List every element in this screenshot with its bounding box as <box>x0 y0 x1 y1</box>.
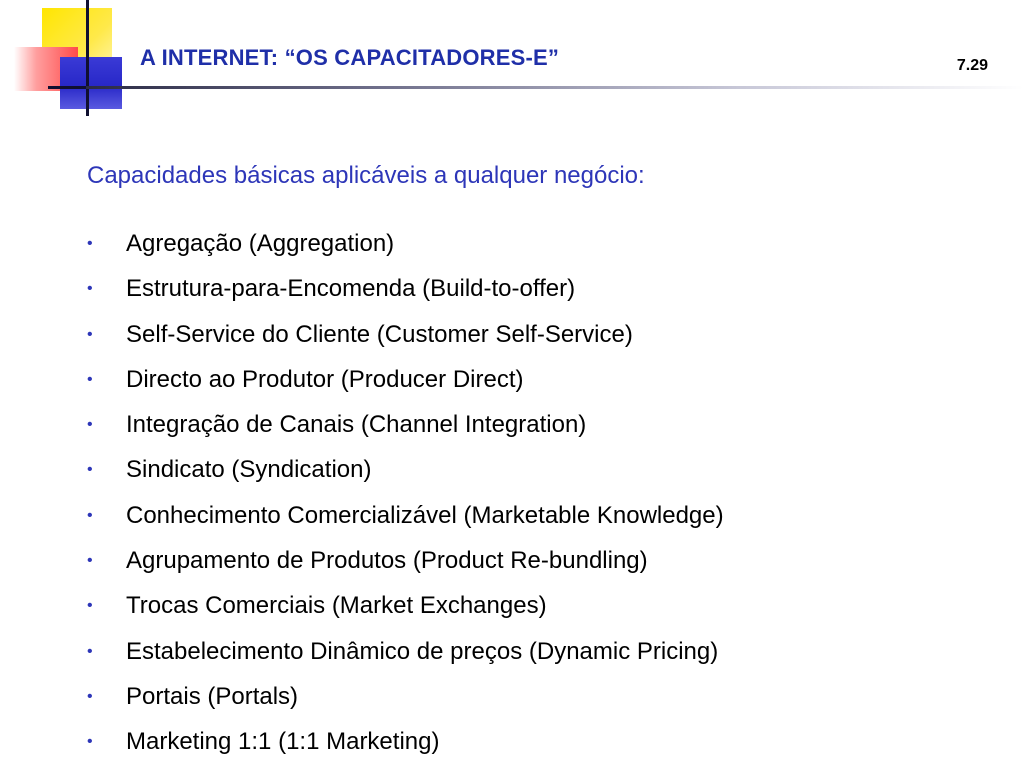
list-item-text: Agrupamento de Produtos (Product Re-bundling) <box>126 547 648 575</box>
list-item-text: Sindicato (Syndication) <box>126 456 372 484</box>
list-item-text: Estabelecimento Dinâmico de preços (Dynamic Pricing) <box>126 637 719 665</box>
page-number: 7.29 <box>956 57 988 74</box>
list-item-text: Conhecimento Comercializável (Marketable Knowledge) <box>126 501 724 529</box>
bullet-icon: • <box>87 325 93 343</box>
bullet-icon: • <box>87 416 93 434</box>
list-item-text: Directo ao Produtor (Producer Direct) <box>126 365 524 393</box>
list-item-text: Portais (Portals) <box>126 682 299 710</box>
bullet-icon: • <box>87 552 93 570</box>
list-item-text: Self-Service do Cliente (Customer Self-Service) <box>126 320 633 348</box>
bullet-icon: • <box>87 597 93 615</box>
list-item-text: Estrutura-para-Encomenda (Build-to-offer) <box>126 275 576 303</box>
bullet-icon: • <box>87 235 93 252</box>
list-item-text: Integração de Canais (Channel Integration) <box>126 411 587 439</box>
bullet-icon: • <box>87 506 93 524</box>
list-item-text: Agregação (Aggregation) <box>126 230 395 257</box>
bullet-icon: • <box>87 370 93 388</box>
bullet-icon: • <box>87 280 93 298</box>
bullet-icon: • <box>87 687 93 705</box>
slide-subtitle: Capacidades básicas aplicáveis a qualquer negócio: <box>87 162 645 189</box>
bullet-icon: • <box>87 461 93 479</box>
slide-logo-decoration <box>0 0 140 120</box>
slide-title: A INTERNET: “OS CAPACITADORES-E” <box>140 45 560 70</box>
logo-blue-square <box>60 57 122 109</box>
list-item-text: Trocas Comerciais (Market Exchanges) <box>126 592 547 620</box>
bullet-icon: • <box>87 642 93 660</box>
bullet-icon: • <box>87 733 93 751</box>
header-rule <box>86 86 1024 89</box>
list-item-text: Marketing 1:1 (1:1 Marketing) <box>126 728 440 756</box>
logo-vertical-line <box>86 0 89 116</box>
